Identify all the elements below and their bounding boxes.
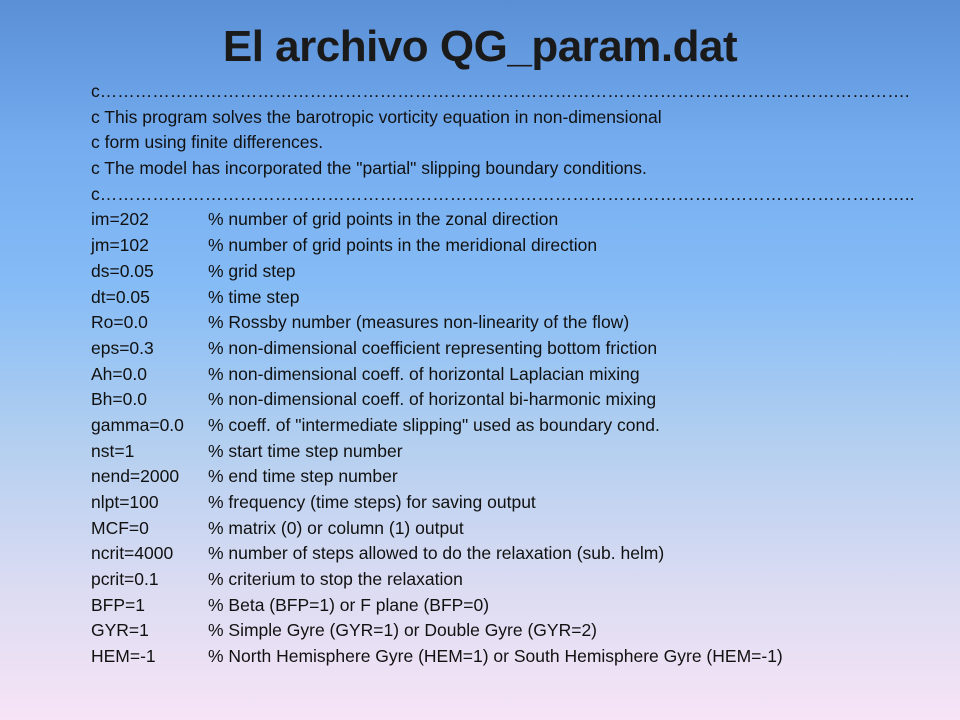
param-name: Ro=0.0 — [91, 312, 148, 333]
param-name: HEM=-1 — [91, 646, 156, 667]
param-name: dt=0.05 — [91, 286, 150, 307]
param-line — [91, 439, 951, 465]
param-desc: % Simple Gyre (GYR=1) or Double Gyre (GYR=2) — [208, 620, 598, 641]
param-line — [91, 259, 951, 285]
param-line — [91, 336, 951, 362]
param-desc: % North Hemisphere Gyre (HEM=1) or South Hemisphere Gyre (HEM=-1) — [208, 646, 783, 667]
param-name: pcrit=0.1 — [91, 569, 159, 590]
param-desc: % Rossby number (measures non-linearity of the flow) — [208, 312, 630, 333]
comment-line: c form using finite differences. — [91, 132, 324, 153]
param-desc: % time step — [208, 286, 300, 307]
param-line — [91, 362, 951, 388]
param-line — [91, 387, 951, 413]
param-name: Ah=0.0 — [91, 363, 147, 384]
comment-line: c…………………………………………………………………………………………………………………………. — [91, 81, 910, 101]
param-name: MCF=0 — [91, 517, 149, 538]
file-content — [91, 79, 951, 670]
param-desc: % coeff. of "intermediate slipping" used as boundary cond. — [208, 414, 660, 435]
comment-line: c………………………………………………………………………………………………………………………….. — [91, 183, 915, 204]
param-name: eps=0.3 — [91, 337, 154, 358]
comment-line: c This program solves the barotropic vorticity equation in non-dimensional — [91, 106, 662, 127]
param-line — [91, 541, 951, 567]
param-line — [91, 644, 951, 670]
param-name: jm=102 — [91, 235, 149, 256]
param-name: nlpt=100 — [91, 492, 159, 512]
param-desc: % number of grid points in the zonal direction — [208, 209, 559, 230]
param-desc: % non-dimensional coeff. of horizontal Laplacian mixing — [208, 363, 640, 384]
param-desc: % matrix (0) or column (1) output — [208, 517, 464, 538]
param-name: BFP=1 — [91, 594, 145, 615]
param-line — [91, 567, 951, 593]
param-desc: % end time step number — [208, 466, 398, 487]
param-desc: % start time step number — [208, 440, 403, 461]
param-line — [91, 516, 951, 542]
param-name: GYR=1 — [91, 620, 149, 641]
param-name: ncrit=4000 — [91, 543, 174, 564]
param-line — [91, 285, 951, 311]
param-desc: % number of steps allowed to do the relaxation (sub. helm) — [208, 543, 665, 564]
param-desc: % non-dimensional coeff. of horizontal bi-harmonic mixing — [208, 389, 657, 410]
param-desc: % Beta (BFP=1) or F plane (BFP=0) — [208, 594, 490, 615]
param-desc: % non-dimensional coefficient representing bottom friction — [208, 337, 658, 358]
param-line — [91, 593, 951, 619]
param-desc: % number of grid points in the meridional direction — [208, 235, 598, 256]
comment-line: c The model has incorporated the "partial" slipping boundary conditions. — [91, 158, 647, 179]
param-line — [91, 233, 951, 259]
param-name: im=202 — [91, 209, 149, 230]
param-name: Bh=0.0 — [91, 389, 147, 410]
slide-title: El archivo QG_param.dat — [222, 22, 738, 71]
param-line — [91, 490, 951, 516]
param-line — [91, 413, 951, 439]
param-desc: % frequency (time steps) for saving output — [208, 492, 536, 512]
param-name: ds=0.05 — [91, 260, 154, 281]
param-line — [91, 464, 951, 490]
param-name: nst=1 — [91, 440, 135, 461]
param-line — [91, 310, 951, 336]
param-line — [91, 207, 951, 233]
param-desc: % grid step — [208, 260, 296, 281]
param-desc: % criterium to stop the relaxation — [208, 569, 463, 590]
param-name: gamma=0.0 — [91, 414, 184, 435]
param-line — [91, 618, 951, 644]
param-name: nend=2000 — [91, 466, 180, 487]
